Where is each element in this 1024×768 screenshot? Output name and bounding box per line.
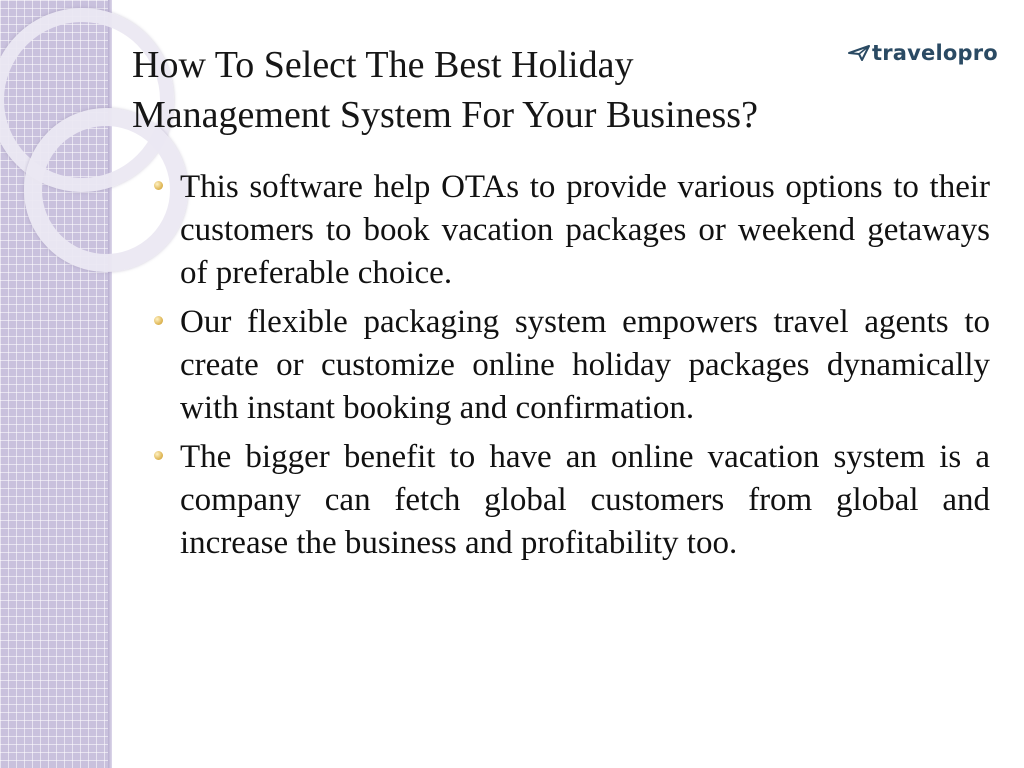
bullet-dot-icon — [154, 316, 163, 325]
bullet-item — [152, 166, 990, 295]
bullet-dot-icon — [154, 181, 163, 190]
bullet-text: Our flexible packaging system empowers travel agents to create or customize online holiday packages dynamically with instant booking and confirmation. — [180, 304, 990, 426]
bullet-text: This software help OTAs to provide various options to their customers to book vacation packages or weekend getaways of preferable choice. — [180, 169, 990, 291]
slide-title: How To Select The Best Holiday Management System For Your Business? — [132, 44, 758, 136]
bullet-dot-icon — [154, 451, 163, 460]
bullet-item — [152, 301, 990, 430]
paper-plane-icon — [848, 44, 870, 62]
bullet-list — [152, 166, 990, 571]
bullet-item — [152, 436, 990, 565]
logo-text: travelopro — [872, 41, 998, 65]
travelopro-logo — [848, 40, 998, 66]
bullet-text: The bigger benefit to have an online vacation system is a company can fetch global customers from global and increase the business and profitability too. — [180, 439, 990, 561]
